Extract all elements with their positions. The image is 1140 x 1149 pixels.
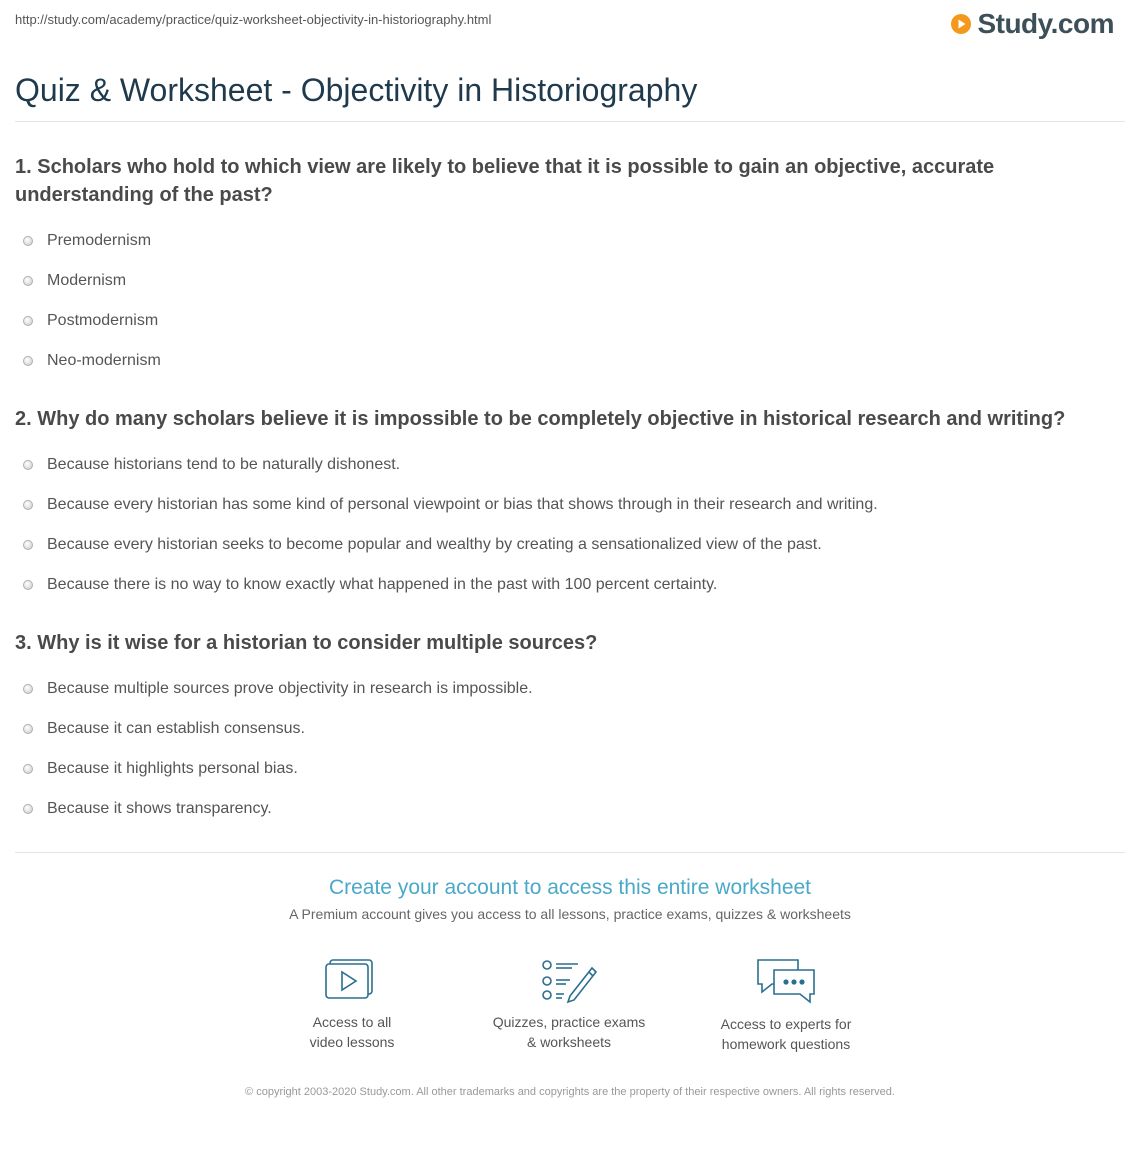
chat-bubbles-icon xyxy=(754,956,818,1006)
radio-button-icon[interactable] xyxy=(23,460,33,470)
divider xyxy=(15,121,1125,122)
answer-option[interactable] xyxy=(15,525,1095,565)
feature-label-line: Access to all xyxy=(312,1014,392,1030)
page-url: http://study.com/academy/practice/quiz-worksheet-objectivity-in-historiography.html xyxy=(15,12,492,27)
answer-option[interactable] xyxy=(15,789,1095,829)
radio-button-icon[interactable] xyxy=(23,316,33,326)
answer-option[interactable] xyxy=(15,709,1095,749)
answer-option[interactable] xyxy=(15,669,1095,709)
answer-label: Because historians tend to be naturally dishonest. xyxy=(47,456,401,473)
footer-copyright: © copyright 2003-2020 Study.com. All other trademarks and copyrights are the property of their respective owners. All rights reserved. xyxy=(245,1086,895,1098)
question-3 xyxy=(15,629,1095,829)
question-text: 3. Why is it wise for a historian to consider multiple sources? xyxy=(15,632,598,654)
answer-option[interactable] xyxy=(15,301,1095,341)
answer-option[interactable] xyxy=(15,485,1095,525)
answer-list xyxy=(15,221,1095,381)
play-circle-icon xyxy=(950,13,972,35)
answer-label: Because it shows transparency. xyxy=(47,800,272,817)
radio-button-icon[interactable] xyxy=(23,356,33,366)
feature-quizzes xyxy=(479,956,659,1052)
feature-label-line: video lessons xyxy=(309,1034,395,1050)
radio-button-icon[interactable] xyxy=(23,500,33,510)
radio-button-icon[interactable] xyxy=(23,764,33,774)
answer-label: Because there is no way to know exactly what happened in the past with 100 percent certainty. xyxy=(47,576,718,593)
answer-label: Postmodernism xyxy=(47,312,159,329)
page-title: Quiz & Worksheet - Objectivity in Historiography xyxy=(15,72,698,108)
divider xyxy=(15,852,1125,853)
radio-button-icon[interactable] xyxy=(23,276,33,286)
answer-label: Modernism xyxy=(47,272,127,289)
answer-label: Premodernism xyxy=(47,232,152,249)
radio-button-icon[interactable] xyxy=(23,684,33,694)
answer-option[interactable] xyxy=(15,565,1095,605)
feature-experts xyxy=(696,956,876,1054)
answer-label: Because multiple sources prove objectivity in research is impossible. xyxy=(47,680,533,697)
feature-label-line: Quizzes, practice exams xyxy=(492,1014,646,1030)
radio-button-icon[interactable] xyxy=(23,724,33,734)
answer-label: Because every historian seeks to become popular and wealthy by creating a sensationalized view of the past. xyxy=(47,536,822,553)
quiz-checklist-icon xyxy=(540,956,598,1004)
answer-list xyxy=(15,669,1095,829)
answer-option[interactable] xyxy=(15,341,1095,381)
feature-label xyxy=(696,1014,876,1054)
top-bar xyxy=(15,10,1116,40)
cta-subtitle: A Premium account gives you access to all lessons, practice exams, quizzes & worksheets xyxy=(289,906,851,922)
logo-text: Study.com xyxy=(977,8,1114,39)
answer-option[interactable] xyxy=(15,261,1095,301)
radio-button-icon[interactable] xyxy=(23,540,33,550)
answer-label: Because it can establish consensus. xyxy=(47,720,305,737)
answer-list xyxy=(15,445,1095,605)
answer-option[interactable] xyxy=(15,221,1095,261)
question-text: 1. Scholars who hold to which view are likely to believe that it is possible to gain an objective, accurate understanding of the past? xyxy=(15,156,995,206)
question-2 xyxy=(15,405,1095,605)
answer-label: Because every historian has some kind of personal viewpoint or bias that shows through in their research and writing. xyxy=(47,496,878,513)
radio-button-icon[interactable] xyxy=(23,580,33,590)
answer-option[interactable] xyxy=(15,749,1095,789)
answer-option[interactable] xyxy=(15,445,1095,485)
radio-button-icon[interactable] xyxy=(23,236,33,246)
feature-label xyxy=(479,1012,659,1052)
answer-label: Because it highlights personal bias. xyxy=(47,760,298,777)
feature-label-line: Access to experts for xyxy=(720,1016,852,1032)
question-text: 2. Why do many scholars believe it is impossible to be completely objective in historical research and writing? xyxy=(15,408,1066,430)
radio-button-icon[interactable] xyxy=(23,804,33,814)
feature-video-lessons xyxy=(262,956,442,1052)
feature-label-line: & worksheets xyxy=(526,1034,612,1050)
answer-label: Neo-modernism xyxy=(47,352,161,369)
feature-label xyxy=(262,1012,442,1052)
question-1 xyxy=(15,153,1095,381)
study-logo[interactable] xyxy=(950,10,1114,38)
cta-title-link[interactable]: Create your account to access this entire worksheet xyxy=(328,876,812,899)
feature-label-line: homework questions xyxy=(721,1036,851,1052)
video-lesson-icon xyxy=(324,956,380,1004)
signup-cta xyxy=(0,874,1140,924)
